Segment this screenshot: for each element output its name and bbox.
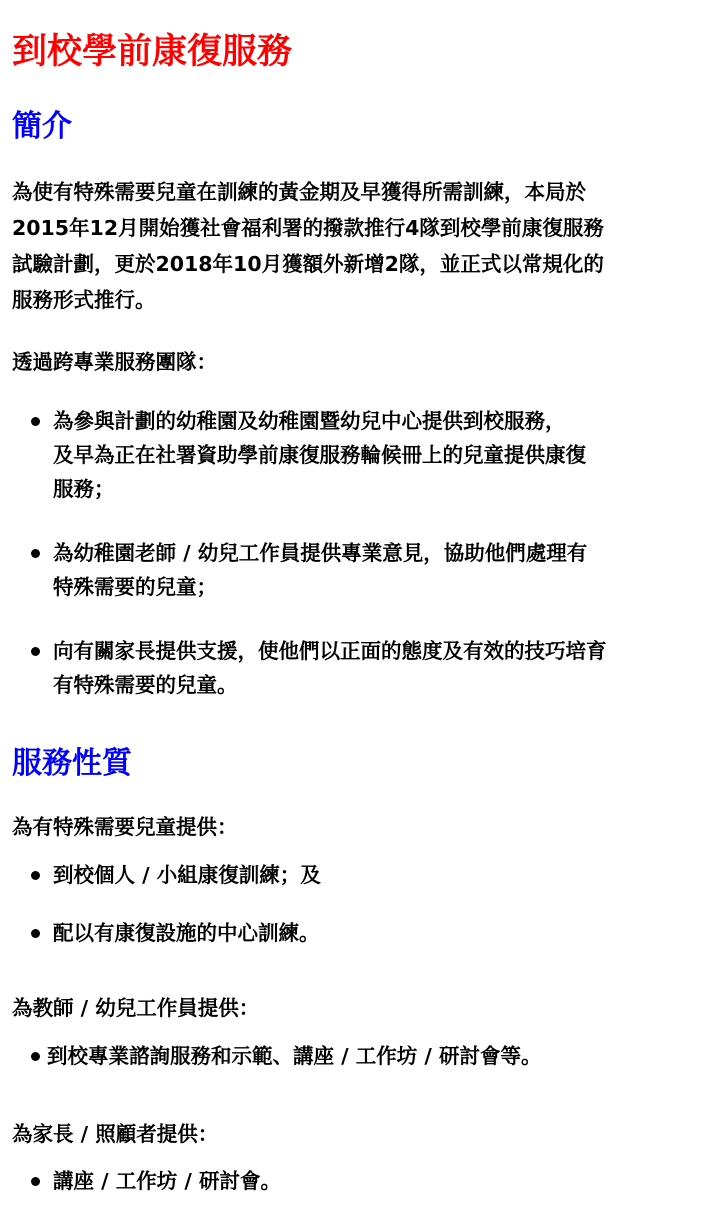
children-lead-text: 為有特殊需要兒童提供： (12, 815, 238, 839)
intro-paragraph-line: 試驗計劃，更於2018年10月獲額外新增2隊，並正式以常規化的 (12, 252, 604, 276)
bullet-icon (31, 417, 40, 426)
list-item: 到校專業諮詢服務和示範、講座 / 工作坊 / 研討會等。 (12, 1039, 712, 1073)
teachers-lead-text: 為教師 / 幼兒工作員提供： (12, 996, 260, 1020)
list-item: 配以有康復設施的中心訓練。 (12, 916, 712, 950)
bullet-icon (31, 549, 40, 558)
intro-heading: 簡介 (12, 109, 72, 144)
list-item: 講座 / 工作坊 / 研討會。 (12, 1164, 712, 1198)
parents-lead-text: 為家長 / 照顧者提供： (12, 1122, 219, 1146)
list-item: 為參與計劃的幼稚園及幼稚園暨幼兒中心提供到校服務， 及早為正在社署資助學前康復服務輪候冊上的兒童提供康復 服務； (12, 404, 712, 506)
bullet-icon (31, 929, 40, 938)
bullet-icon (31, 1177, 40, 1186)
children-services-list (12, 858, 712, 950)
nature-heading: 服務性質 (12, 746, 132, 781)
intro-paragraph-line: 2015年12月開始獲社會福利署的撥款推行4隊到校學前康復服務 (12, 216, 604, 240)
team-services-list (12, 404, 712, 702)
page-title: 到校學前康復服務 (12, 32, 293, 72)
intro-paragraph-line: 為使有特殊需要兒童在訓練的黃金期及早獲得所需訓練，本局於 (12, 180, 586, 204)
teachers-services-list (12, 1039, 712, 1073)
bullet-icon (31, 1052, 40, 1061)
intro-paragraph (12, 174, 712, 318)
list-item: 向有關家長提供支援，使他們以正面的態度及有效的技巧培育 有特殊需要的兒童。 (12, 634, 712, 702)
list-item: 到校個人 / 小組康復訓練；及 (12, 858, 712, 892)
bullet-icon (31, 871, 40, 880)
list-item: 為幼稚園老師 / 幼兒工作員提供專業意見，協助他們處理有 特殊需要的兒童； (12, 536, 712, 604)
parents-services-list (12, 1164, 712, 1198)
team-lead-text: 透過跨專業服務團隊： (12, 350, 217, 374)
bullet-icon (31, 647, 40, 656)
intro-paragraph-line: 服務形式推行。 (12, 288, 156, 312)
